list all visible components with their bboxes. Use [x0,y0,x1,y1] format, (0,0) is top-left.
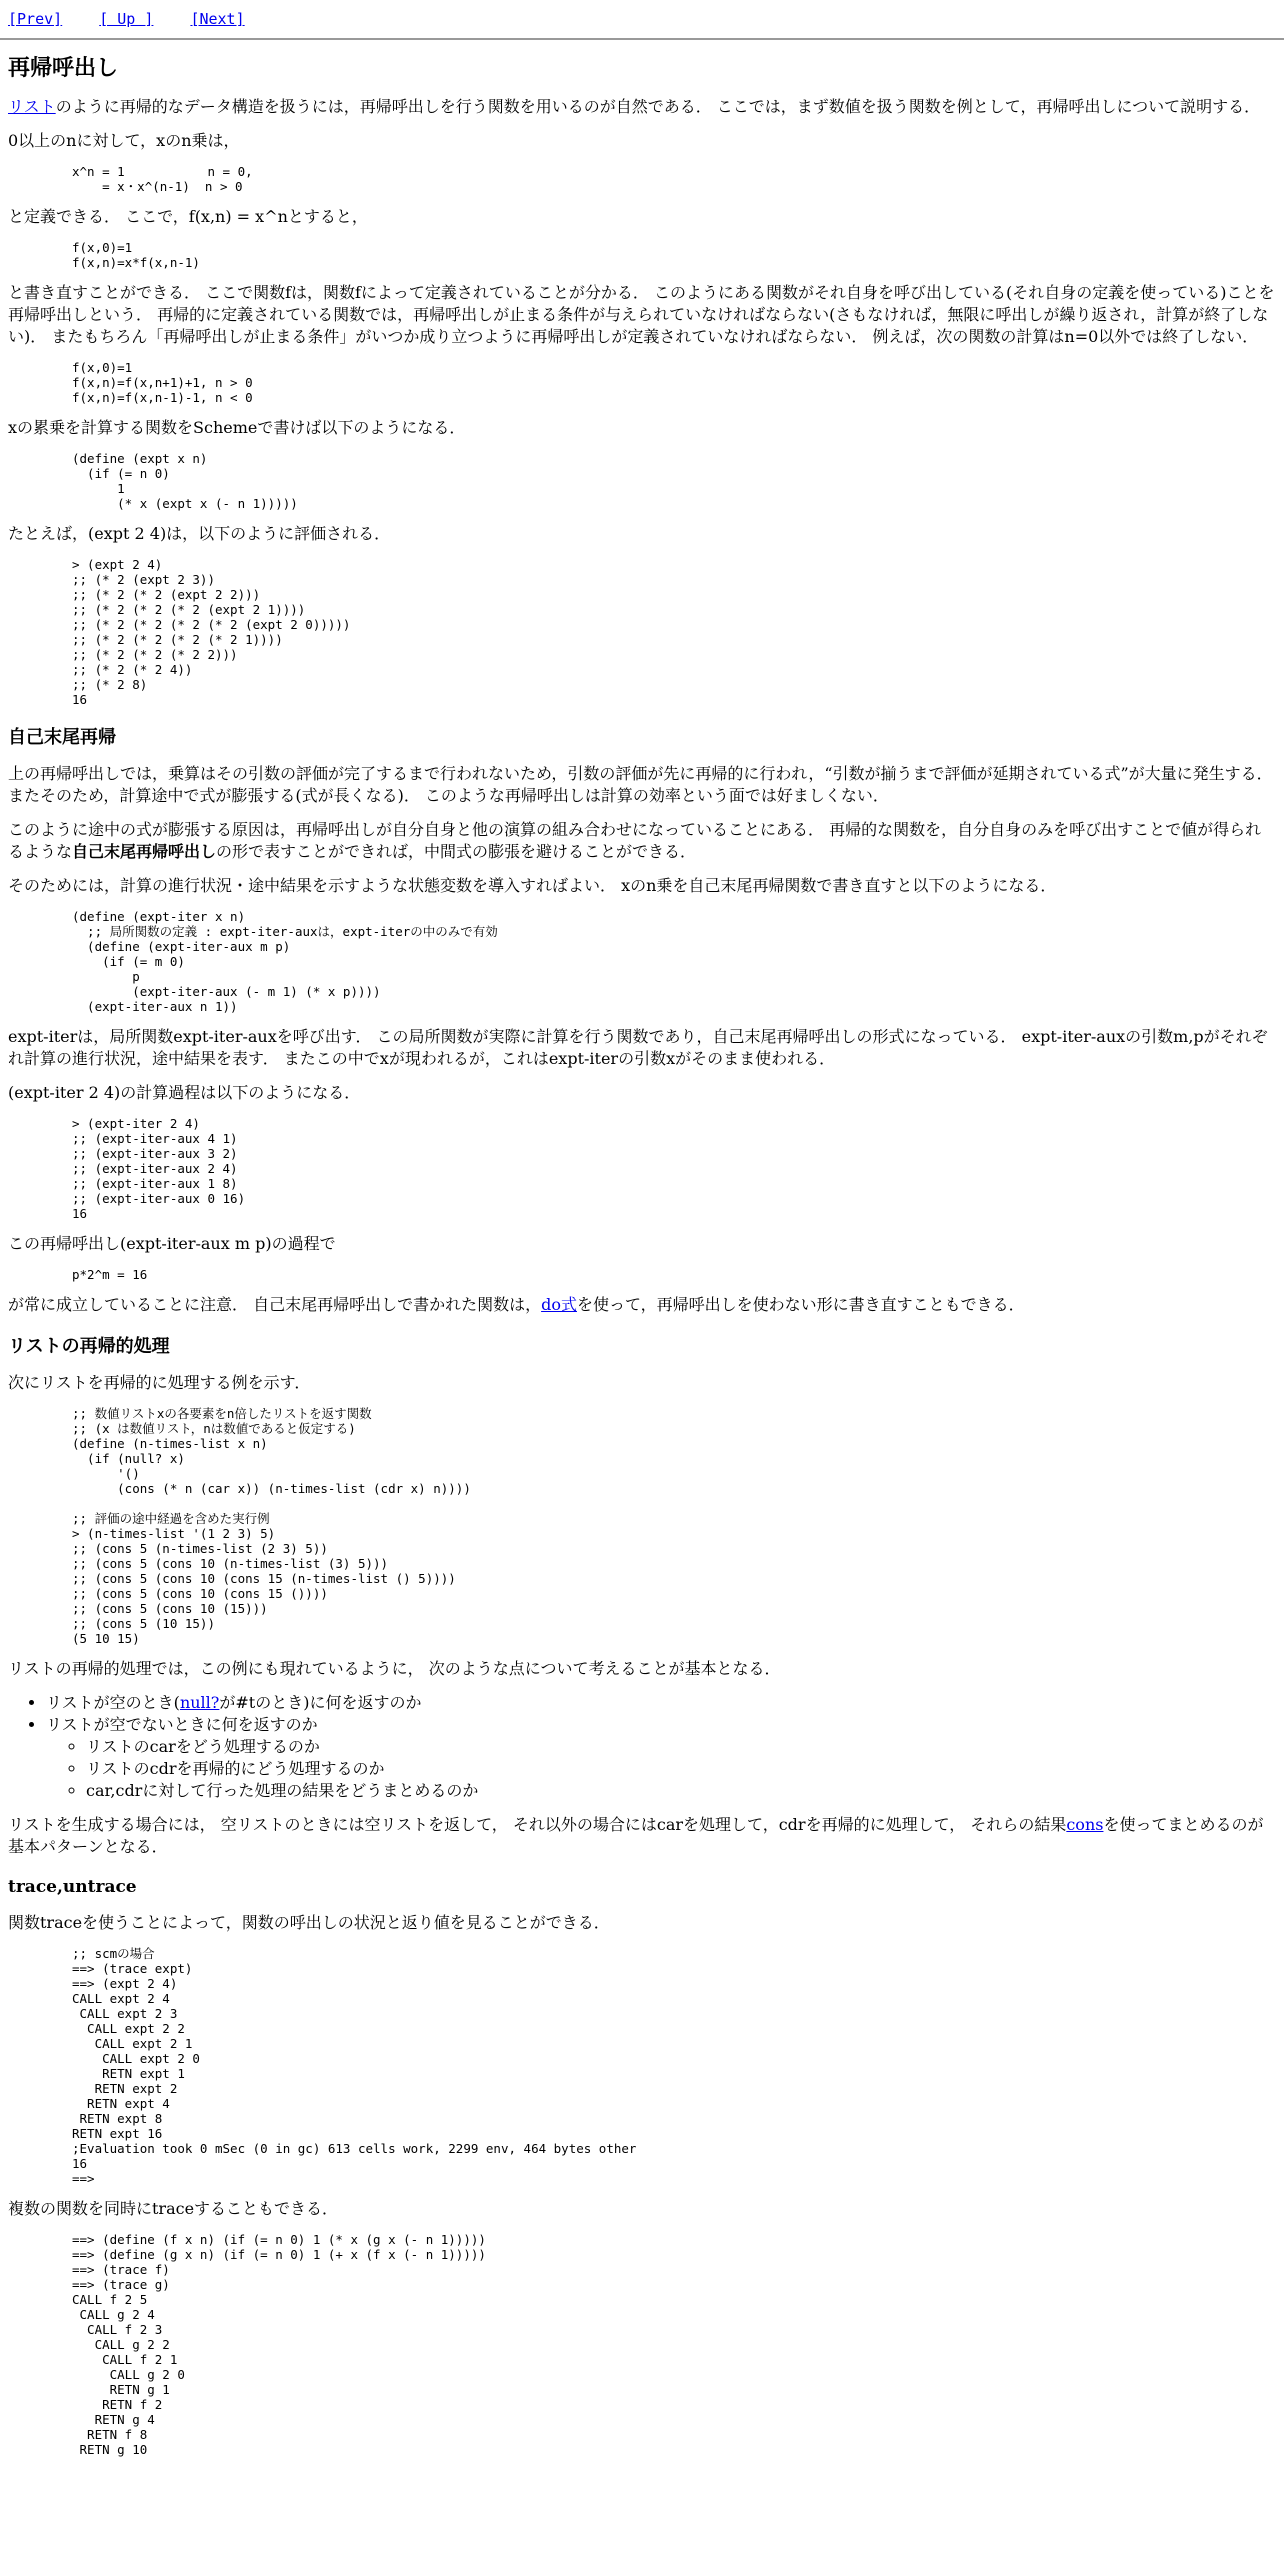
intro-paragraph: リストのように再帰的なデータ構造を扱うには，再帰呼出しを行う関数を用いるのが自然である． ここでは，まず数値を扱う関数を例として，再帰呼出しについて説明する． [8,97,1261,116]
multi-trace-paragraph: 複数の関数を同時にtraceすることもできる． [8,2199,339,2218]
sub-list-item: ◦ リストのcdrを再帰的にどう処理するのか [86,1758,1276,1780]
sub-list-item: ◦ リストのcarをどう処理するのか [86,1736,1276,1758]
code-trace: ;; scmの場合 ==> (trace expt) ==> (expt 2 4) CALL expt 2 4 CALL expt 2 3 CALL expt 2 2 CALL expt 2 1 CALL expt 2 0 RETN expt 1 RETN expt 2 RETN expt 4 RETN expt 8 RETN expt 16 ;Evaluation took 0 mSec (0 in gc) 613 cells work, 2299 env, 464 bytes other 16 ==> [72,1946,637,2186]
sub-list [46,1736,1276,1802]
trace-paragraph: 関数traceを使うことによって，関数の呼出しの状況と返り値を見ることができる． [8,1913,610,1932]
code-power-definition: x^n = 1 n = 0, = x・x^(n-1) n > 0 [72,164,253,194]
null-link[interactable]: null? [179,1693,220,1712]
section-tail-recursion: 自己末尾再帰 [8,727,116,748]
code-expt-eval: > (expt 2 4) ;; (* 2 (expt 2 3)) ;; (* 2 (* 2 (expt 2 2))) ;; (* 2 (* 2 (* 2 (expt 2 1)))) ;; (* 2 (* 2 (* 2 (* 2 (expt 2 0))))) ;; (* 2 (* 2 (* 2 (* 2 1)))) ;; (* 2 (* 2 (* 2 2))) ;; (* 2 (* 2 4)) ;; (* 2 8) 16 [72,557,351,707]
eval-paragraph: たとえば，(expt 2 4)は，以下のように評価される． [8,524,391,543]
page-title: 再帰呼出し [8,56,119,81]
code-expt-iter: (define (expt-iter x n) ;; 局所関数の定義 : expt-iter-auxは，expt-iterの中のみで有効 (define (expt-iter-aux m p) (if (= m 0) p (expt-iter-aux (- m 1) (* x p)))) (expt-iter-aux n 1)) [72,909,498,1014]
section-trace: trace,untrace [8,1877,137,1897]
list-item: • リストが空でないときに何を返すのか ◦ リストのcarをどう処理するのか ◦ リストのcdrを再帰的にどう処理するのか ◦ car,cdrに対して行った処理の結果をどうまとめるのか [46,1714,1276,1802]
do-link[interactable]: do式 [541,1295,577,1314]
nav-divider [0,38,1284,40]
tail-paragraph-3: そのためには，計算の進行状況・途中結果を示すような状態変数を導入すればよい． xのn乗を自己末尾再帰関数で書き直すと以下のようになる． [8,876,1057,895]
do-paragraph: が常に成立していることに注意． 自己末尾再帰呼出しで書かれた関数は，do式を使って，再帰呼出しを使わない形に書き直すこともできる． [8,1295,1025,1314]
next-link[interactable]: [Next] [190,10,245,28]
code-f-definition: f(x,0)=1 f(x,n)=x*f(x,n-1) [72,240,200,270]
code-multi-trace: ==> (define (f x n) (if (= n 0) 1 (* x (g x (- n 1))))) ==> (define (g x n) (if (= n 0) 1 (+ x (f x (- n 1))))) ==> (trace f) ==> (trace g) CALL f 2 5 CALL g 2 4 CALL f 2 3 CALL g 2 2 CALL f 2 1 CALL g 2 0 RETN g 1 RETN f 2 RETN g 4 RETN f 8 RETN g 10 [72,2232,486,2457]
basics-list [8,1692,1276,1802]
tail-paragraph-1: 上の再帰呼出しでは，乗算はその引数の評価が完了するまで行われないため，引数の評価が先に再帰的に行われ，“引数が揃うまで評価が延期されている式”が大量に発生する． またそのため，計算途中で式が膨張する(式が長くなる)． このような再帰呼出しは計算の効率という面では好ましくない． [8,764,1273,805]
code-expt: (define (expt x n) (if (= n 0) 1 (* x (expt x (- n 1))))) [72,451,298,511]
sub-list-item: ◦ car,cdrに対して行った処理の結果をどうまとめるのか [86,1780,1276,1802]
list-item: • リストが空のとき(null?が#tのとき)に何を返すのか [46,1692,1276,1714]
up-link[interactable]: [ Up ] [99,10,154,28]
invariant-paragraph: この再帰呼出し(expt-iter-aux m p)の過程で [8,1234,336,1253]
iter-paragraph: expt-iterは，局所関数expt-iter-auxを呼び出す． この局所関数が実際に計算を行う関数であり，自己末尾再帰呼出しの形式になっている． expt-iter-auxの引数m,pがそれぞれ計算の進行状況，途中結果を表す． またこの中でxが現われるが，これはexpt-iterの引数xがそのまま使われる． [8,1027,1268,1068]
code-n-times-list: ;; 数値リストxの各要素をn倍したリストを返す関数 ;; (x は数値リスト，nは数値であると仮定する) (define (n-times-list x n) (if (null? x) '() (cons (* n (car x)) (n-times-list (cdr x) n)))) ;; 評価の途中経過を含めた実行例 > (n-times-list '(1 2 3) 5) ;; (cons 5 (n-times-list (2 3) 5)) ;; (cons 5 (cons 10 (n-times-list (3) 5))) ;; (cons 5 (cons 10 (cons 15 (n-times-list () 5)))) ;; (cons 5 (cons 10 (cons 15 ()))) ;; (cons 5 (cons 10 (15))) ;; (cons 5 (10 15)) (5 10 15) [72,1406,471,1646]
code-f-nonterminating: f(x,0)=1 f(x,n)=f(x,n+1)+1, n > 0 f(x,n)=f(x,n-1)-1, n < 0 [72,360,253,405]
define-paragraph: と定義できる． ここで，f(x,n) = x^nとすると， [8,207,368,226]
tail-term: 自己末尾再帰呼出し [72,842,217,861]
recursion-paragraph: と書き直すことができる． ここで関数fは，関数fによって定義されていることが分かる． このようにある関数がそれ自身を呼び出している(それ自身の定義を使っている)ことを再帰呼出しという． 再帰的に定義されている関数では，再帰呼出しが止まる条件が与えられていなければならない(さもなければ，無限に呼出しが繰り返され，計算が終了しない)． またもちろん「再帰呼出しが止まる条件」がいつか成り立つように再帰呼出しが定義されていなければならない． 例えば，次の関数の計算はn=0以外では終了しない． [8,283,1275,346]
code-invariant: p*2^m = 16 [72,1267,148,1282]
basics-paragraph: リストの再帰的処理では，この例にも現れているように， 次のような点について考えることが基本となる． [8,1659,781,1678]
tail-paragraph-2: このように途中の式が膨張する原因は，再帰呼出しが自分自身と他の演算の組み合わせになっていることにある． 再帰的な関数を，自分自身のみを呼び出すことで値が得られるような自己末尾再帰呼出しの形で表すことができれば，中間式の膨張を避けることができる． [8,820,1262,861]
prev-link[interactable]: [Prev] [8,10,63,28]
list-link[interactable]: リスト [8,97,56,116]
code-expt-iter-eval: > (expt-iter 2 4) ;; (expt-iter-aux 4 1) ;; (expt-iter-aux 3 2) ;; (expt-iter-aux 2 4) ;; (expt-iter-aux 1 8) ;; (expt-iter-aux 0 16) 16 [72,1116,246,1221]
top-navigation [8,8,1276,30]
power-paragraph: 0以上のnに対して，xのn乗は， [8,131,240,150]
section-list-recursion: リストの再帰的処理 [8,1336,170,1357]
list-paragraph: 次にリストを再帰的に処理する例を示す． [8,1373,311,1392]
cons-link[interactable]: cons [1066,1815,1104,1834]
scheme-paragraph: xの累乗を計算する関数をSchemeで書けば以下のようになる． [8,418,466,437]
iter-eval-paragraph: (expt-iter 2 4)の計算過程は以下のようになる． [8,1083,361,1102]
generate-paragraph: リストを生成する場合には， 空リストのときには空リストを返して， それ以外の場合にはcarを処理して，cdrを再帰的に処理して， それらの結果consを使ってまとめるのが基本パターンとなる． [8,1815,1264,1856]
